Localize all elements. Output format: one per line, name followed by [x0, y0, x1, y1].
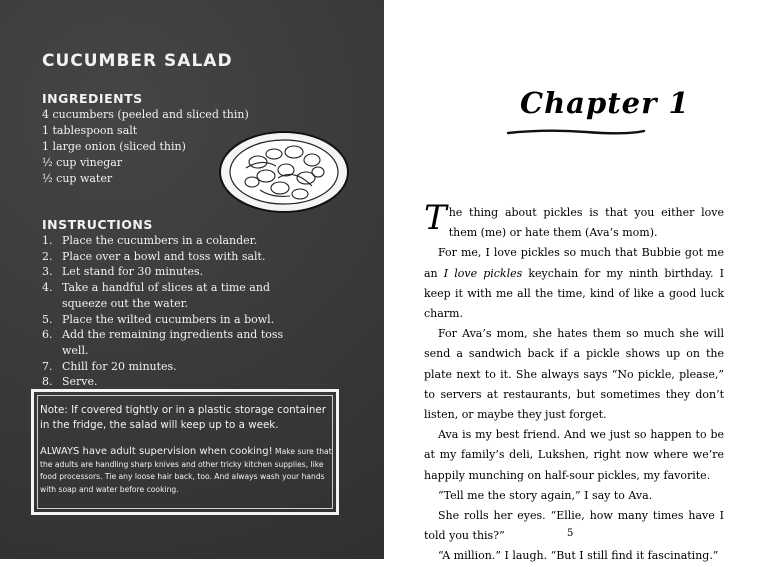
step-text: Serve.: [62, 375, 98, 389]
step-number: 4.: [42, 281, 53, 295]
story-text: [424, 198, 724, 567]
step-number: 2.: [42, 249, 53, 263]
step-number: 5.: [42, 312, 53, 326]
step-number: 7.: [42, 359, 53, 373]
paragraph-text: keychain for my ninth birthday. I keep it with me all the time, kind of like a good luck charm.: [424, 266, 724, 321]
salad-bowl-illustration: [216, 128, 352, 214]
instruction-step: [42, 312, 312, 328]
step-text: Place the wilted cucumbers in a bowl.: [62, 312, 275, 326]
ingredient-item: 4 cucumbers (peeled and sliced thin): [42, 108, 249, 121]
instruction-step: [42, 280, 312, 311]
recipe-title: CUCUMBER SALAD: [42, 51, 233, 71]
instruction-step: [42, 327, 312, 358]
chapter-title: Chapter 1: [520, 86, 690, 120]
paragraph-emphasis: I love pickles: [443, 266, 523, 280]
instruction-step: [42, 374, 312, 390]
ingredients-heading: INGREDIENTS: [42, 91, 143, 106]
paragraph: “Tell me the story again,” I say to Ava.: [438, 488, 653, 502]
ingredient-item: 1 tablespoon salt: [42, 124, 138, 137]
instruction-step: [42, 359, 312, 375]
chapter-underline: [506, 126, 646, 138]
ingredient-item: ½ cup vinegar: [42, 156, 123, 169]
step-number: 6.: [42, 328, 53, 342]
step-text: Place the cucumbers in a colander.: [62, 234, 258, 247]
instructions-heading: INSTRUCTIONS: [42, 217, 153, 232]
step-number: 3.: [42, 265, 53, 279]
ingredient-item: 1 large onion (sliced thin): [42, 140, 186, 153]
safety-note: [40, 446, 336, 496]
instruction-step: [42, 249, 312, 265]
paragraph: “A million.” I laugh. “But I still find it fascinating.”: [438, 549, 719, 563]
step-text: Place over a bowl and toss with salt.: [62, 249, 266, 263]
paragraph: For Ava’s mom, she hates them so much she will send a sandwich back if a pickle shows up on the plate next to it. She always says “No pickle, please,” to servers at restaurants, but sometimes they don’t listen, or maybe they just forget.: [424, 327, 724, 422]
ingredient-item: ½ cup water: [42, 172, 113, 185]
paragraph: Ava is my best friend. And we just so happen to be at my family’s deli, Lukshen, right now where we’re happily munching on half-sour pickles, my favorite.: [424, 428, 724, 482]
safety-note-lead: ALWAYS have adult supervision when cooking!: [40, 446, 273, 457]
step-number: 8.: [42, 375, 53, 389]
recipe-page: [0, 0, 384, 559]
paragraph: [424, 243, 724, 324]
storage-note: Note: If covered tightly or in a plastic storage container in the fridge, the salad will keep up to a week.: [40, 404, 326, 431]
paragraph-text: For me, I love pickles so much that Bubbie got me an: [424, 246, 724, 280]
step-text: Take a handful of slices at a time and squeeze out the water.: [62, 281, 270, 310]
step-text: Let stand for 30 minutes.: [62, 265, 204, 279]
instruction-step: [42, 233, 312, 249]
paragraph: [424, 198, 724, 243]
instructions-list: [42, 233, 312, 390]
step-number: 1.: [42, 234, 53, 247]
page-number: 5: [567, 528, 574, 539]
paragraph: She rolls her eyes. “Ellie, how many times have I told you this?”: [424, 509, 724, 543]
paragraph-text: he thing about pickles is that you either love them (me) or hate them (Ava’s mom).: [448, 206, 724, 240]
safety-note-text: Make sure that the adults are handling sharp knives and other tricky kitchen supplies, like food processors. Tie any loose hair back, too. And always wash your hands with soap and water before cooking.: [40, 447, 332, 494]
drop-cap: T: [424, 198, 447, 238]
instruction-step: [42, 264, 312, 280]
step-text: Chill for 20 minutes.: [62, 359, 177, 373]
step-text: Add the remaining ingredients and toss well.: [62, 328, 284, 357]
